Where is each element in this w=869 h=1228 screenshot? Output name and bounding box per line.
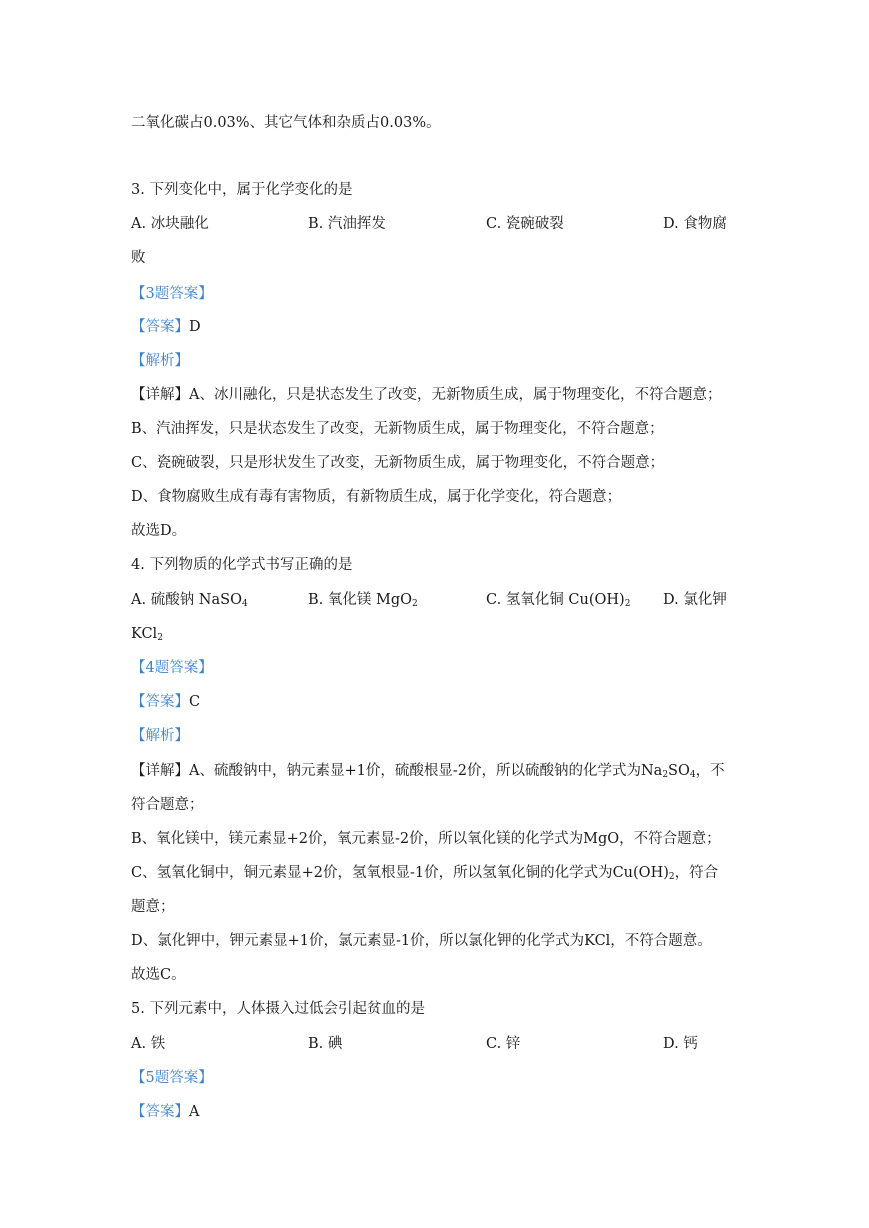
detail-line <box>131 385 721 405</box>
detail-line <box>131 761 725 781</box>
detail-text: ，不 <box>695 763 725 779</box>
question-3: 3. 下列变化中，属于化学变化的是 <box>131 182 353 198</box>
answer-value: A <box>189 1104 200 1120</box>
question-4: 4. 下列物质的化学式书写正确的是 <box>131 557 353 573</box>
text-line: 二氧化碳占0.03%、其它气体和杂质占0.03%。 <box>131 115 441 131</box>
option-a: A. 铁 <box>131 1036 166 1052</box>
subscript: 4 <box>241 599 248 609</box>
answer-value: D <box>189 319 201 335</box>
option-b: B. 汽油挥发 <box>308 216 386 232</box>
answer-line <box>131 692 200 712</box>
subscript: 2 <box>412 599 418 609</box>
detail-text: C、氢氧化铜中，铜元素显+2价，氢氧根显-1价，所以氢氧化铜的化学式为Cu(OH) <box>131 865 669 881</box>
detail-line: C、瓷碗破裂，只是形状发生了改变，无新物质生成，属于物理变化，不符合题意； <box>131 455 665 471</box>
question-5: 5. 下列元素中，人体摄入过低会引起贫血的是 <box>131 1001 425 1017</box>
analysis-label: 【解析】 <box>131 728 189 744</box>
option-a-text: A. 硫酸钠 NaSO <box>131 592 242 608</box>
detail-label: 【详解】 <box>131 387 189 403</box>
option-d: D. 钙 <box>663 1036 698 1052</box>
option-c-text: C. 氢氧化铜 Cu(OH) <box>486 592 625 608</box>
option-b: B. 碘 <box>308 1036 343 1052</box>
option-b-text: B. 氧化镁 MgO <box>308 592 412 608</box>
answer-label: 【答案】 <box>131 1104 189 1120</box>
option-d: D. 食物腐 <box>663 216 727 232</box>
answer-tag: 【4题答案】 <box>131 660 213 676</box>
option-a: A. 冰块融化 <box>131 216 209 232</box>
option-c <box>486 590 630 610</box>
option-a <box>131 590 248 610</box>
option-d-wrap: 败 <box>131 250 146 266</box>
option-b <box>308 590 418 610</box>
answer-label: 【答案】 <box>131 694 189 710</box>
answer-value: C <box>189 694 201 710</box>
answer-label: 【答案】 <box>131 319 189 335</box>
detail-label: 【详解】 <box>131 763 189 779</box>
analysis-label: 【解析】 <box>131 353 189 369</box>
conclusion: 故选D。 <box>131 523 187 539</box>
subscript: 4 <box>689 770 696 780</box>
option-d: D. 氯化钾 <box>663 592 727 608</box>
detail-line: B、汽油挥发，只是状态发生了改变，无新物质生成，属于物理变化，不符合题意； <box>131 421 664 437</box>
option-d-wrap-text: KCl <box>131 626 158 642</box>
option-c: C. 锌 <box>486 1036 521 1052</box>
detail-line: D、氯化钾中，钾元素显+1价，氯元素显-1价，所以氯化钾的化学式为KCl，不符合题意。 <box>131 933 712 949</box>
detail-line: B、氧化镁中，镁元素显+2价，氧元素显-2价，所以氧化镁的化学式为MgO，不符合题意； <box>131 831 721 847</box>
detail-text: ，符合 <box>674 865 719 881</box>
conclusion: 故选C。 <box>131 967 186 983</box>
answer-tag: 【5题答案】 <box>131 1070 213 1086</box>
subscript: 2 <box>662 770 669 780</box>
detail-text: SO <box>668 763 690 779</box>
detail-line <box>131 863 718 883</box>
detail-text: A、冰川融化，只是状态发生了改变，无新物质生成，属于物理变化，不符合题意； <box>189 387 722 403</box>
detail-wrap: 题意； <box>131 899 175 915</box>
answer-line <box>131 1102 199 1122</box>
option-d-wrap <box>131 624 163 644</box>
subscript: 2 <box>157 633 163 643</box>
subscript: 2 <box>668 872 675 882</box>
answer-tag: 【3题答案】 <box>131 286 213 302</box>
detail-line: D、食物腐败生成有毒有害物质，有新物质生成，属于化学变化，符合题意； <box>131 489 622 505</box>
detail-wrap: 符合题意； <box>131 797 204 813</box>
subscript: 2 <box>624 599 631 609</box>
option-c: C. 瓷碗破裂 <box>486 216 564 232</box>
detail-text: A、硫酸钠中，钠元素显+1价，硫酸根显-2价，所以硫酸钠的化学式为Na <box>189 763 663 779</box>
answer-line <box>131 317 201 337</box>
